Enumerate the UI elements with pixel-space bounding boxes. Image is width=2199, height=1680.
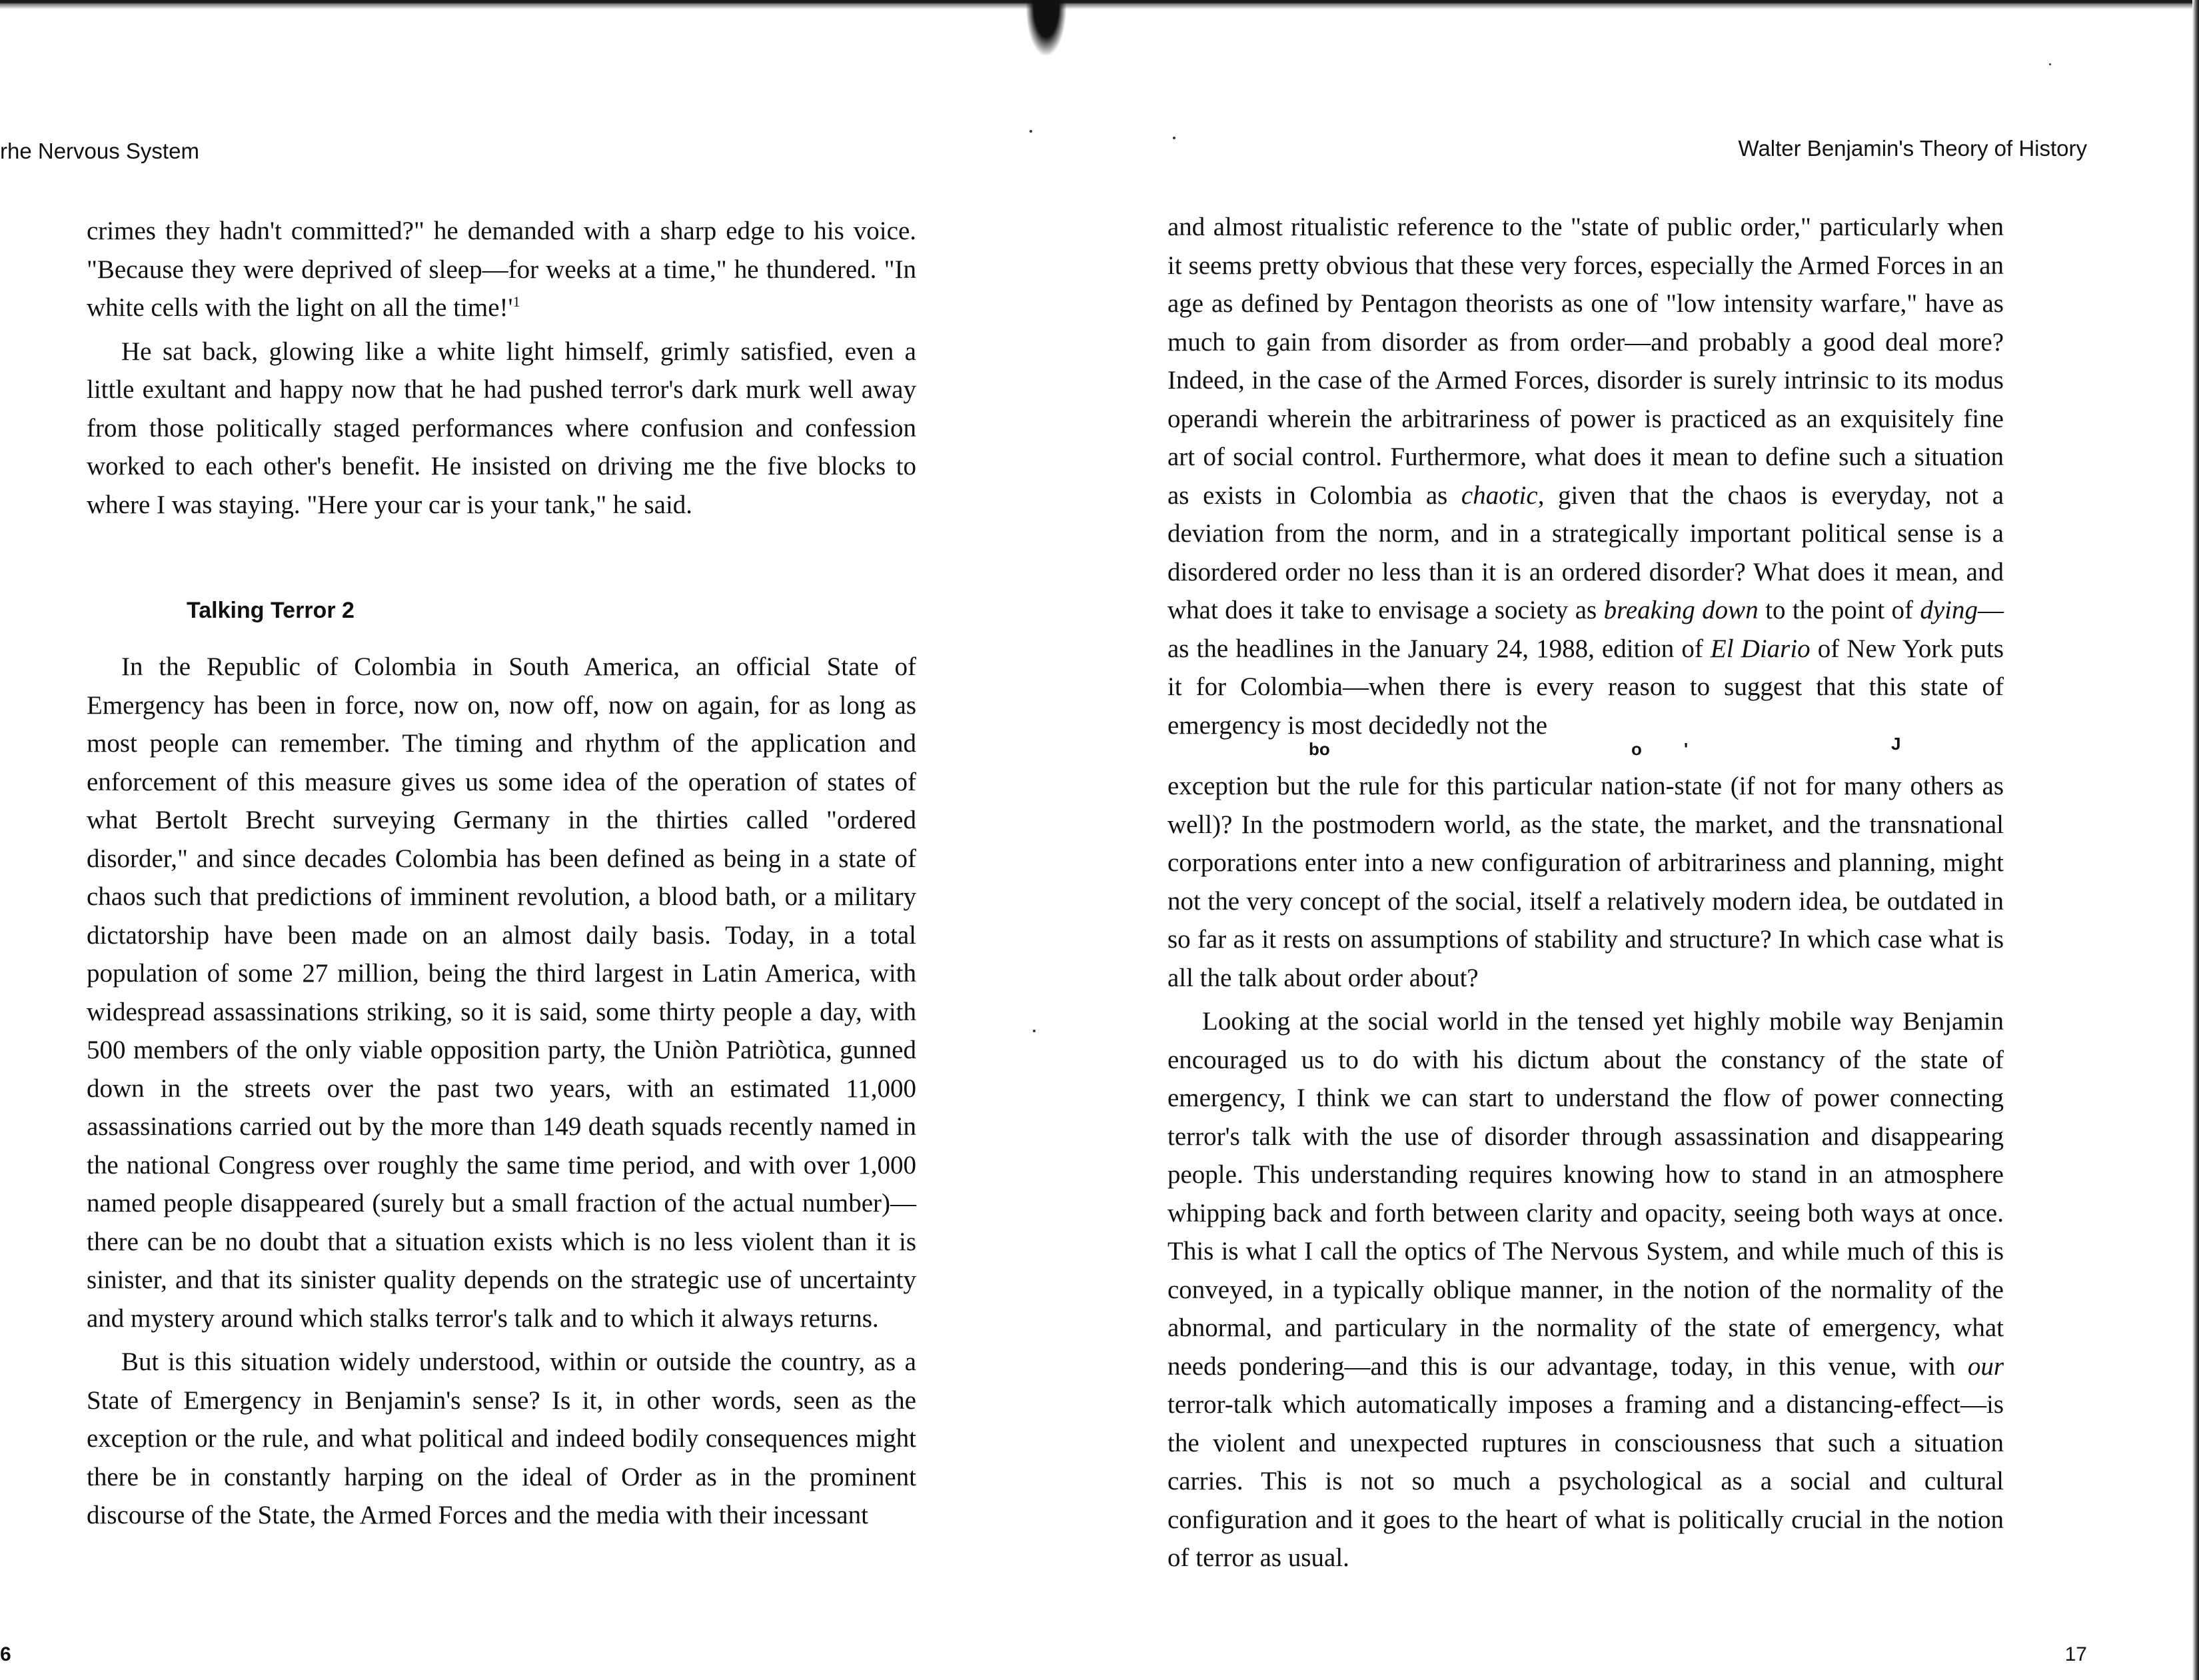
emphasis-el-diario: El Diario xyxy=(1710,634,1811,663)
emphasis-chaotic: chaotic, xyxy=(1461,480,1545,510)
stray-ocr-marks xyxy=(1167,734,2004,767)
emphasis-breaking-down: breaking down xyxy=(1603,596,1759,624)
left-paragraph-3: In the Republic of Colombia in South America, an official State of Emergency has been in force, now on, now off, now on again, for as long as most people can remember. The timing and rhythm of the application and enforcement of this measure gives us some idea of the operation of states of what Bertolt Brecht surveying Germany in the thirties called "ordered disorder," and since decades Colombia has been defined as being in a state of chaos such that predictions of imminent revolution, a blood bath, or a military dictatorship have been made on an almost daily basis. Today, in a total population of some 27 million, being the third largest in Latin America, with widespread assassinations striking, so it is said, some thirty people a day, with 500 members of the only viable opposition party, the Uniòn Patriòtica, gunned down in the streets over the past two years, with an estimated 11,000 assassinations carried out by the more than 149 death squads recently named in the national Congress over roughly the same time period, and with over 1,000 named people disappeared (surely but a small fraction of the actual number)—there can be no doubt that a situation exists which is no less violent than it is sinister, and that its sinister quality depends on the strategic use of uncertainty and mystery around which stalks terror's talk and to which it always returns. xyxy=(87,652,916,1333)
text-run: of New York puts it for Colombia—when there is every reason to suggest that this state of emergency is most decidedly not the xyxy=(1167,634,2004,740)
left-paragraph-1-text: crimes they hadn't committed?" he demanded with a sharp edge to his voice. "Because they were deprived of sleep—for weeks at a time," he thundered. "In white cells with the light on all the time!' xyxy=(87,217,916,322)
text-run: given that the chaos is everyday, not a deviation from the norm, and in a strategically important political sense is a disordered order no less than it is an ordered disorder? What does it mean, and what does it take to envisage a society as xyxy=(1167,480,2004,624)
scan-speck xyxy=(1173,137,1175,139)
left-paragraph-1 xyxy=(87,212,916,327)
text-run: to the point of xyxy=(1765,596,1913,624)
text-run: Looking at the social world in the tensed yet highly mobile way Benjamin encouraged us to do with his dictum about the constancy of the state of emergency, I think we can start to understand the flow of power connecting terror's talk with the use of disorder through assassination and disappearing people. This understanding requires knowing how to stand in an atmosphere whipping back and forth between clarity and opacity, seeing both ways at once. This is what I call the optics of The Nervous System, and while much of this is conveyed, in a typically oblique manner, in the notion of the normality of the abnormal, and particulary in the normality of the state of emergency, what needs pondering—and this is our advantage, today, in this venue, with xyxy=(1167,1007,2004,1381)
section-heading: Talking Terror 2 xyxy=(187,598,355,623)
left-page-column xyxy=(87,212,916,1535)
left-running-head: rhe Nervous System xyxy=(0,139,199,163)
stray-mark: o xyxy=(1631,739,1642,759)
right-page-column xyxy=(1167,208,2004,1577)
scan-speck xyxy=(1033,1030,1036,1032)
right-paragraph-1-part-1 xyxy=(1167,208,2004,744)
text-run: —as the headlines in the January 24, 1988, edition of xyxy=(1167,596,2004,663)
stray-mark: ' xyxy=(1684,739,1689,759)
scan-right-edge xyxy=(2192,0,2199,1680)
right-paragraph-1-part-2: exception but the rule for this particular nation-state (if not for many others as well)? In the postmodern world, as the state, the market, and the transnational corporations enter into a new configuration of arbitrariness and planning, might not the very concept of the social, itself a relatively modern idea, be outdated in so far as it rests on assumptions of stability and structure? In which case what is all the talk about order about? xyxy=(1167,772,2004,992)
text-run: terror-talk which automatically imposes a framing and a distancing-effect—is the violent and unexpected ruptures in consciousness that such a situation carries. This is not so much a psychological as a social and cultural configuration and it goes to the heart of what is politically crucial in the notion of terror as usual. xyxy=(1167,1390,2004,1572)
text-run: and almost ritualistic reference to the "state of public order," particularly when it seems pretty obvious that these very forces, especially the Armed Forces in an age as defined by Pentagon theorists as one of "low intensity warfare," have as much to gain from disorder as from order—and probably a good deal more? Indeed, in the case of the Armed Forces, disorder is surely intrinsic to its modus operandi wherein the arbitrariness of power is practiced as an exquisitely fine art of social control. Furthermore, what does it mean to define such a situation as exists in Colombia as xyxy=(1167,213,2004,510)
right-paragraph-2 xyxy=(1167,1002,2004,1577)
left-paragraph-4: But is this situation widely understood, within or outside the country, as a State of Emergency in Benjamin's sense? Is it, in other words, seen as the exception or the rule, and what political and indeed bodily consequences might there be in constantly harping on the ideal of Order as in the prominent discourse of the State, the Armed Forces and the media with their incessant xyxy=(87,1347,916,1529)
scan-speck xyxy=(2049,63,2051,65)
scan-top-edge xyxy=(0,0,2199,9)
stray-mark: J xyxy=(1891,734,1901,754)
left-paragraph-2: He sat back, glowing like a white light himself, grimly satisfied, even a little exultant and happy now that he had pushed terror's dark murk well away from those politically staged performances where confusion and confession worked to each other's benefit. He insisted on driving me the five blocks to where I was staying. "Here your car is your tank," he said. xyxy=(87,337,916,519)
right-running-head: Walter Benjamin's Theory of History xyxy=(1738,136,2087,161)
left-page-number: 6 xyxy=(0,1643,11,1665)
stray-mark: bo xyxy=(1309,739,1330,759)
emphasis-our: our xyxy=(1967,1351,2004,1381)
right-page-number: 17 xyxy=(2064,1643,2087,1665)
footnote-marker: 1 xyxy=(512,293,520,310)
scan-speck xyxy=(1030,130,1032,133)
gutter-scan-blot xyxy=(1023,0,1070,63)
emphasis-dying: dying xyxy=(1920,596,1978,624)
